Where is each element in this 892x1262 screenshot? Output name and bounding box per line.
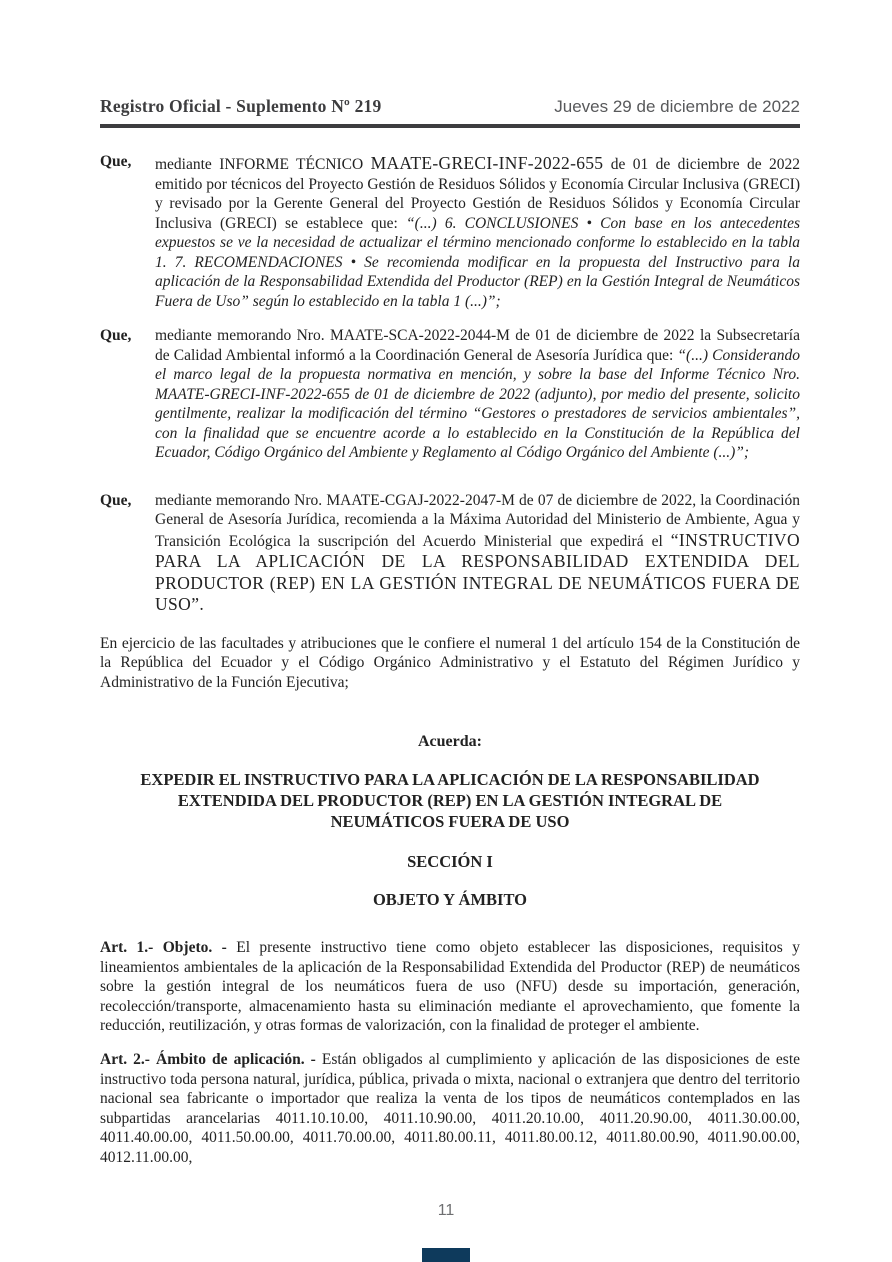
article-1-body: El presente instructivo tiene como objeto establecer las disposiciones, requisitos y lineamientos ambientales de la aplicación de la Responsabilidad Extendida del Productor (REP) de neumáticos sobre la gestión integral de los neumáticos fuera de uso (NFU) desde su importación, generación, recolección/transporte, almacenamiento hasta su eliminación mediante el aprovechamiento, que fomente la reducción, reutilización, y otras formas de valorización, con la finalidad de proteger el ambiente. — [100, 939, 800, 1035]
recital-paragraph-3 — [100, 491, 800, 616]
recital-text-normal: mediante memorando Nro. MAATE-CGAJ-2022-2047-M de 07 de diciembre de 2022, la Coordinación General de Asesoría Jurídica, recomienda a la Máxima Autoridad del Ministerio de Ambiente, Agua y Transición Ecológica la suscripción del Acuerdo Ministerial que expedirá el — [155, 491, 800, 550]
recital-paragraph-1 — [100, 152, 800, 311]
recital-text — [155, 326, 800, 463]
instrument-title-quote: “INSTRUCTIVO PARA LA APLICACIÓN DE LA RESPONSABILIDAD EXTENDIDA DEL PRODUCTOR (REP) EN LA GESTIÓN INTEGRAL DE NEUMÁTICOS FUERA DE USO”. — [155, 529, 800, 615]
header-date: Jueves 29 de diciembre de 2022 — [554, 97, 800, 116]
article-1-lead: Art. 1.- Objeto. - — [100, 939, 237, 957]
recital-quote: “(...) 6. CONCLUSIONES • Con base en los antecedentes expuestos se ve la necesidad de actualizar el término mencionado conforme lo establecido en la tabla 1. 7. RECOMENDACIONES • Se recomienda modificar en la propuesta del Instructivo para la aplicación de la Responsabilidad Extendida del Productor (REP) en la Gestión Integral de Neumáticos Fuera de Uso” según lo establecido en la tabla 1 (...)”; — [155, 214, 800, 310]
recital-text-normal: de 01 de diciembre de 2022 emitido por técnicos del Proyecto Gestión de Residuos Sólidos y Economía Circular Inclusiva (GRECI) y revisado por la Gerente General del Proyecto Gestión de Residuos Sólidos y Economía Circular Inclusiva (GRECI) se establece que: — [155, 156, 801, 232]
decree-title: EXPEDIR EL INSTRUCTIVO PARA LA APLICACIÓN DE LA RESPONSABILIDAD EXTENDIDA DEL PRODUCTOR (REP) EN LA GESTIÓN INTEGRAL DE NEUMÁTICOS FUERA DE USO — [140, 769, 760, 832]
article-2-body: Están obligados al cumplimiento y aplicación de las disposiciones de este instructivo toda persona natural, jurídica, pública, privada o mixta, nacional o extranjera que dentro del territorio nacional sea fabricante o importador que realiza la venta de los tipos de neumáticos contemplados en las subpartidas arancelarias 4011.10.10.00, 4011.10.90.00, 4011.20.10.00, 4011.20.90.00, 4011.30.00.00, 4011.40.00.00, 4011.50.00.00, 4011.70.00.00, 4011.80.00.11, 4011.80.00.12, 4011.80.00.90, 4011.90.00.00, 4012.11.00.00, — [100, 1050, 801, 1166]
recital-label: Que, — [100, 491, 132, 509]
recital-text-normal: mediante INFORME TÉCNICO — [155, 156, 371, 173]
recital-label: Que, — [100, 153, 132, 170]
acuerda-heading: Acuerda: — [418, 733, 482, 751]
recital-quote: “(...) Considerando el marco legal de la propuesta normativa en mención, y sobre la base del Informe Técnico Nro. MAATE-GRECI-INF-2022-655 de 01 de diciembre de 2022 (adjunto), por medio del presente, solicito gentilmente, realizar la modificación del término “Gestores o prestadores de servicios ambientales”, con la finalidad que se encuentre acorde a lo establecido en la Constitución de la República del Ecuador, Código Orgánico del Ambiente y Reglamento al Código Orgánico del Ambiente (...)”; — [155, 346, 800, 462]
article-1 — [100, 938, 800, 1036]
article-2-lead: Art. 2.- Ámbito de aplicación. - — [100, 1050, 322, 1068]
header-rule — [100, 124, 800, 128]
article-2 — [100, 1050, 800, 1167]
footer-accent-bar — [422, 1248, 470, 1262]
recital-text — [155, 152, 800, 311]
document-body — [100, 152, 800, 1167]
recital-text — [155, 491, 800, 616]
recital-label: Que, — [100, 327, 132, 345]
page-number: 11 — [437, 1202, 455, 1219]
header-publication-title: Registro Oficial - Suplemento Nº 219 — [100, 96, 382, 116]
document-code: MAATE-GRECI-INF-2022-655 — [370, 153, 604, 173]
section-subtitle: OBJETO Y ÁMBITO — [372, 889, 528, 909]
section-heading: SECCIÓN I — [407, 851, 493, 871]
recital-paragraph-2 — [100, 326, 800, 463]
page-header — [100, 0, 800, 117]
recital-text-normal: mediante memorando Nro. MAATE-SCA-2022-2044-M de 01 de diciembre de 2022 la Subsecretaría de Calidad Ambiental informó a la Coordinación General de Asesoría Jurídica que: — [155, 327, 800, 364]
enacting-formula: En ejercicio de las facultades y atribuciones que le confiere el numeral 1 del artículo 154 de la Constitución de la República del Ecuador y el Código Orgánico Administrativo y el Estatuto del Régimen Jurídico y Administrativo de la Función Ejecutiva; — [100, 634, 800, 691]
